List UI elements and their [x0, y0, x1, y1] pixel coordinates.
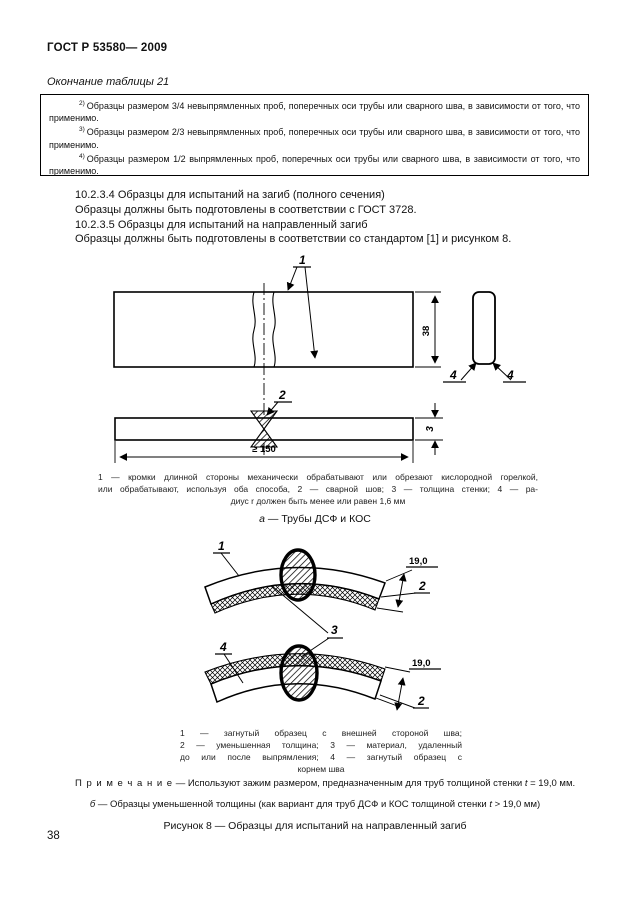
thickness-dimension: 19,0: [412, 658, 431, 669]
callout-1: 1: [299, 253, 306, 267]
footnote-text: Образцы размером 2/3 невыпрямленных проб, поперечных оси трубы или сварного шва, в зависимости от того, что применимо.: [49, 127, 580, 150]
width-dimension: 38: [421, 325, 432, 337]
note-variable: t: [524, 778, 528, 789]
paragraph-10-2-3-4: 10.2.3.4 Образцы для испытаний на загиб (полного сечения): [75, 189, 385, 201]
figure-b-caption-text: > 19,0 мм): [491, 799, 541, 810]
extension-line: [376, 698, 400, 707]
end-view-outline: [473, 292, 495, 364]
footnote-marker: 4): [79, 152, 85, 160]
length-dimension: ≥ 150: [252, 444, 276, 455]
legend-line: корнем шва: [297, 764, 345, 774]
note-text: — Используют зажим размером, предназначенным для труб толщиной стенки: [173, 778, 525, 789]
callout-4-left: 4: [450, 368, 457, 382]
figure-b-legend: [180, 727, 462, 775]
callout-3: 3: [331, 623, 338, 637]
paragraph-10-2-3-5: 10.2.3.5 Образцы для испытаний на направленный загиб: [75, 218, 368, 231]
thickness-dimension: 19,0: [409, 556, 428, 567]
dimension-line: [398, 574, 404, 607]
callout-3-thickness: 3: [425, 426, 436, 432]
figure-caption: Рисунок 8 — Образцы для испытаний на направленный загиб: [163, 820, 467, 832]
callout-2: 2: [279, 388, 286, 402]
paragraph: Образцы должны быть подготовлены в соответствии с ГОСТ 3728.: [75, 203, 417, 216]
callout-2: 2: [419, 579, 426, 593]
figure-b-caption-text: — Образцы уменьшенной толщины (как вариант для труб ДСФ и КОС толщиной стенки: [95, 799, 490, 810]
callout-2: 2: [418, 694, 425, 708]
legend-line: 1 — кромки длинной стороны механически обрабатывают или обрезают кислородной горелкой,: [98, 472, 538, 482]
table-continuation-label: Окончание таблицы 21: [47, 76, 170, 88]
fig-b-specimen-root: [205, 640, 441, 710]
footnote-text: Образцы размером 3/4 невыпрямленных проб, поперечных оси трубы или сварного шва, в зависимости от того, что применимо.: [49, 101, 580, 124]
figure-a-caption-text: — Трубы ДСФ и КОС: [264, 513, 371, 525]
callout-4-right: 4: [507, 368, 514, 382]
figure-b-variable: t: [489, 799, 492, 810]
legend-line: 2 — уменьшенная толщина; 3 — материал, удаленный: [180, 740, 462, 750]
note-text: = 19,0 мм.: [527, 778, 576, 789]
callout-4: 4: [220, 640, 227, 654]
dimension-line: [397, 678, 403, 710]
leader-line: [288, 267, 297, 290]
fig-b-specimen-outer: [205, 539, 438, 613]
footnote-text: Образцы размером 1/2 выпрямленных проб, поперечных оси трубы или сварного шва, в зависимости от того, что применимо.: [49, 153, 580, 177]
weld-blob: [281, 550, 315, 600]
callout-1: 1: [218, 539, 225, 553]
note-label: П р и м е ч а н и е: [75, 778, 174, 789]
leader-line: [381, 593, 416, 597]
fig-a-side-view: [115, 388, 443, 463]
figure-b-letter: б: [89, 799, 96, 810]
standard-number: ГОСТ Р 53580— 2009: [47, 42, 168, 54]
extension-line: [386, 570, 412, 581]
figure-a-legend: [98, 471, 538, 507]
note: [75, 778, 595, 789]
fig-a-end-view: [443, 292, 526, 382]
extension-line: [377, 608, 403, 612]
figure-a-caption: [90, 513, 540, 525]
paragraph: Образцы должны быть подготовлены в соответствии со стандартом [1] и рисунком 8.: [75, 233, 512, 246]
figure-a-letter: а: [259, 513, 265, 525]
legend-line: до или после выпрямления; 4 — загнутый образец с: [180, 752, 462, 762]
extension-line: [385, 667, 410, 672]
figure-b-caption: [40, 799, 590, 810]
leader-line: [461, 363, 476, 380]
legend-line: диус r должен быть менее или равен 1,6 мм: [230, 496, 406, 506]
footnote-marker: 2): [79, 100, 85, 107]
footnote-marker: 3): [79, 126, 85, 134]
specimen-outline: [114, 292, 413, 367]
legend-line: или обрабатывают, используя оба способа, 2 — сварной шов; 3 — толщина стенки; 4 — ра-: [98, 484, 538, 494]
page-number: 38: [47, 830, 60, 842]
legend-line: 1 — загнутый образец с внешней стороной шва;: [180, 728, 462, 738]
leader-line: [221, 553, 239, 576]
weld-blob: [281, 646, 317, 700]
